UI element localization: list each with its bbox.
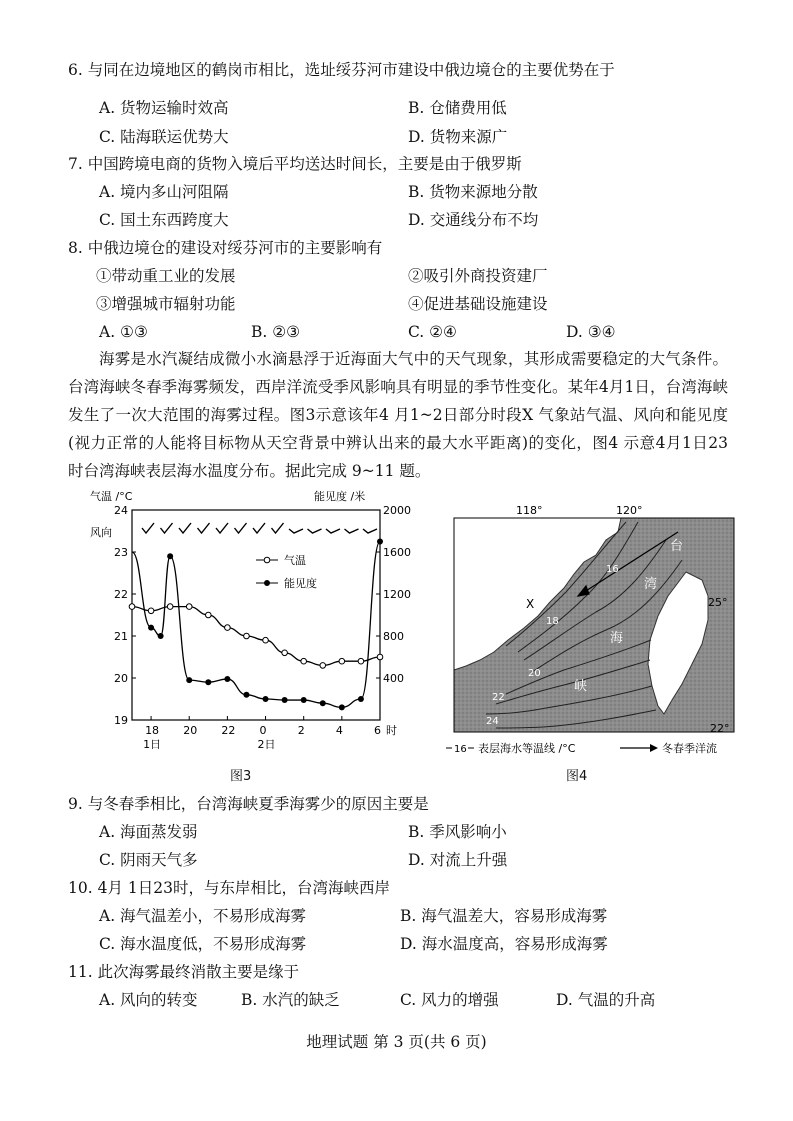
- map-lat-22: 22°: [710, 722, 730, 735]
- q8-option-c[interactable]: C. ②④: [408, 323, 457, 341]
- temperature-point: [358, 658, 364, 664]
- temperature-point: [339, 658, 345, 664]
- q10-option-c[interactable]: C. 海水温度低，不易形成海雾: [99, 935, 307, 953]
- wind-label: 风向: [90, 526, 112, 539]
- day-label: 1日: [143, 738, 162, 751]
- right-tick-label: 800: [383, 630, 404, 643]
- map-legend-isotherm-text: 表层海水等温线 /°C: [478, 742, 576, 755]
- map-label-hai: 海: [610, 631, 624, 646]
- visibility-point: [263, 696, 269, 702]
- question-10-stem: 10. 4月 1日23时，与东岸相比，台湾海峡西岸: [68, 879, 390, 897]
- x-tick-label: 6: [374, 724, 381, 737]
- wind-barb: [345, 529, 359, 533]
- q7-option-b[interactable]: B. 货物来源地分散: [408, 183, 538, 201]
- visibility-point: [282, 697, 288, 703]
- page-footer: 地理试题 第 3 页(共 6 页): [306, 1033, 487, 1051]
- temperature-point: [320, 663, 326, 669]
- wind-barb: [363, 529, 377, 533]
- temperature-point: [244, 633, 250, 639]
- figure-4-map: [446, 500, 746, 760]
- x-tick-label: 0: [259, 724, 267, 737]
- q8-option-d[interactable]: D. ③④: [566, 323, 616, 341]
- visibility-point: [158, 633, 164, 639]
- x-tick-label: 22: [221, 724, 236, 737]
- map-station-x: X: [526, 597, 535, 611]
- isotherm-label-18: 18: [546, 616, 559, 627]
- q6-option-c[interactable]: C. 陆海联运优势大: [99, 128, 229, 146]
- wind-barb: [308, 529, 322, 533]
- left-tick-label: 24: [114, 504, 128, 517]
- q10-option-b[interactable]: B. 海气温差大，容易形成海雾: [400, 907, 608, 925]
- visibility-point: [320, 700, 326, 706]
- visibility-point: [243, 692, 249, 698]
- temperature-point: [129, 604, 135, 610]
- series-line-visibility: [132, 542, 380, 708]
- x-tick-label: 20: [183, 724, 198, 737]
- q8-statement-4: ④促进基础设施建设: [408, 295, 548, 313]
- q8-statement-1: ①带动重工业的发展: [96, 267, 236, 285]
- x-unit-label: 时: [386, 724, 397, 737]
- q7-option-d[interactable]: D. 交通线分布不均: [408, 211, 539, 229]
- visibility-point: [186, 677, 192, 683]
- q6-option-a[interactable]: A. 货物运输时效高: [99, 99, 229, 117]
- q8-statement-3: ③增强城市辐射功能: [96, 295, 236, 313]
- map-legend-current-head: [650, 744, 658, 752]
- wind-barb: [235, 523, 247, 533]
- temperature-point: [225, 625, 231, 631]
- q10-option-d[interactable]: D. 海水温度高，容易形成海雾: [400, 935, 608, 953]
- visibility-point: [224, 676, 230, 682]
- passage: 海雾是水汽凝结成微小水滴悬浮于近海面大气中的天气现象，其形成需要稳定的大气条件。台湾海峡冬春季海雾频发，西岸洋流受季风影响具有明显的季节性变化。某年4月1日，台湾海峡发生了一次大范围的海雾过程。图3示意该年4 月1~2日部分时段X 气象站气温、风向和能见度(视力正常的人能将目标物从天空背景中辨认出来的最大水平距离)的变化，图4 示意4月1日23 时台湾海峡表层海水温度分布。据此完成 9~11 题。: [68, 350, 728, 480]
- isotherm-label-16: 16: [606, 564, 619, 575]
- map-label-wan: 湾: [644, 577, 658, 592]
- q9-option-a[interactable]: A. 海面蒸发弱: [99, 823, 198, 841]
- q9-option-b[interactable]: B. 季风影响小: [408, 823, 507, 841]
- temperature-point: [263, 637, 269, 643]
- map-lon-118: 118°: [516, 504, 543, 517]
- left-tick-label: 21: [114, 630, 128, 643]
- q6-option-b[interactable]: B. 仓储费用低: [408, 99, 507, 117]
- left-tick-label: 20: [114, 672, 128, 685]
- left-axis-label: 气温 /°C: [90, 490, 133, 503]
- wind-barb: [289, 529, 303, 533]
- visibility-point: [377, 539, 383, 545]
- q11-option-c[interactable]: C. 风力的增强: [400, 991, 499, 1009]
- isotherm-label-20: 20: [528, 668, 541, 679]
- q7-option-c[interactable]: C. 国土东西跨度大: [99, 211, 229, 229]
- temperature-point: [301, 658, 307, 664]
- q8-option-a[interactable]: A. ①③: [99, 323, 148, 341]
- isotherm-label-24: 24: [486, 716, 499, 727]
- map-lon-120: 120°: [616, 504, 643, 517]
- visibility-point: [339, 704, 345, 710]
- right-tick-label: 400: [383, 672, 404, 685]
- legend-temperature-marker: [264, 557, 270, 563]
- q6-option-d[interactable]: D. 货物来源广: [408, 128, 508, 146]
- q11-option-a[interactable]: A. 风向的转变: [99, 991, 198, 1009]
- q8-option-b[interactable]: B. ②③: [251, 323, 301, 341]
- question-11-stem: 11. 此次海雾最终消散主要是缘于: [68, 963, 300, 981]
- map-label-xia: 峡: [574, 679, 588, 694]
- visibility-point: [205, 679, 211, 685]
- right-axis-label: 能见度 /米: [314, 490, 366, 503]
- left-tick-label: 19: [114, 714, 128, 727]
- chart-plot-frame: [132, 510, 380, 720]
- temperature-point: [186, 604, 192, 610]
- question-6-stem: 6. 与同在边境地区的鹤岗市相比，选址绥芬河市建设中俄边境仓的主要优势在于: [68, 61, 615, 79]
- legend-temperature-label: 气温: [284, 554, 306, 567]
- series-line-temperature: [132, 607, 380, 666]
- question-8-stem: 8. 中俄边境仓的建设对绥芬河市的主要影响有: [68, 239, 383, 257]
- q9-option-c[interactable]: C. 阴雨天气多: [99, 851, 198, 869]
- q11-option-d[interactable]: D. 气温的升高: [556, 991, 656, 1009]
- map-label-tai: 台: [670, 539, 684, 554]
- left-tick-label: 23: [114, 546, 128, 559]
- q10-option-a[interactable]: A. 海气温差小，不易形成海雾: [99, 907, 307, 925]
- visibility-point: [358, 696, 364, 702]
- visibility-point: [148, 625, 154, 631]
- right-tick-label: 1600: [383, 546, 411, 559]
- wind-barb: [326, 529, 340, 533]
- temperature-point: [148, 608, 154, 614]
- figure-3-chart: [88, 488, 411, 758]
- left-tick-label: 22: [114, 588, 128, 601]
- map-legend-current-text: 冬春季洋流: [662, 742, 717, 755]
- figure-4-caption: 图4: [566, 769, 588, 784]
- figure-3-caption: 图3: [230, 769, 252, 784]
- x-tick-label: 2: [297, 724, 305, 737]
- question-9-stem: 9. 与冬春季相比，台湾海峡夏季海雾少的原因主要是: [68, 795, 429, 813]
- q7-option-a[interactable]: A. 境内多山河阻隔: [99, 183, 229, 201]
- map-legend-isotherm-sample: 16: [454, 744, 467, 755]
- temperature-point: [282, 650, 288, 656]
- wind-barb: [216, 523, 228, 533]
- visibility-point: [301, 697, 307, 703]
- q9-option-d[interactable]: D. 对流上升强: [408, 851, 508, 869]
- visibility-point: [167, 553, 173, 559]
- wind-barb: [272, 523, 284, 533]
- day-label: 2日: [257, 738, 276, 751]
- x-tick-label: 18: [145, 724, 160, 737]
- q8-statement-2: ②吸引外商投资建厂: [408, 267, 548, 285]
- question-7-stem: 7. 中国跨境电商的货物入境后平均送达时间长，主要是由于俄罗斯: [68, 155, 522, 173]
- right-tick-label: 1200: [383, 588, 411, 601]
- temperature-point: [206, 612, 212, 618]
- temperature-point: [167, 604, 173, 610]
- wind-barb: [253, 523, 265, 533]
- q11-option-b[interactable]: B. 水汽的缺乏: [241, 991, 340, 1009]
- wind-barb: [198, 523, 210, 533]
- isotherm-label-22: 22: [492, 692, 505, 703]
- x-tick-label: 4: [335, 724, 343, 737]
- temperature-point: [377, 654, 383, 660]
- map-lat-25: 25°: [708, 596, 728, 609]
- right-tick-label: 2000: [383, 504, 411, 517]
- wind-barb: [142, 523, 154, 533]
- wind-barb: [161, 523, 173, 533]
- wind-barb: [179, 523, 191, 533]
- legend-visibility-marker: [264, 580, 270, 586]
- legend-visibility-label: 能见度: [284, 577, 317, 590]
